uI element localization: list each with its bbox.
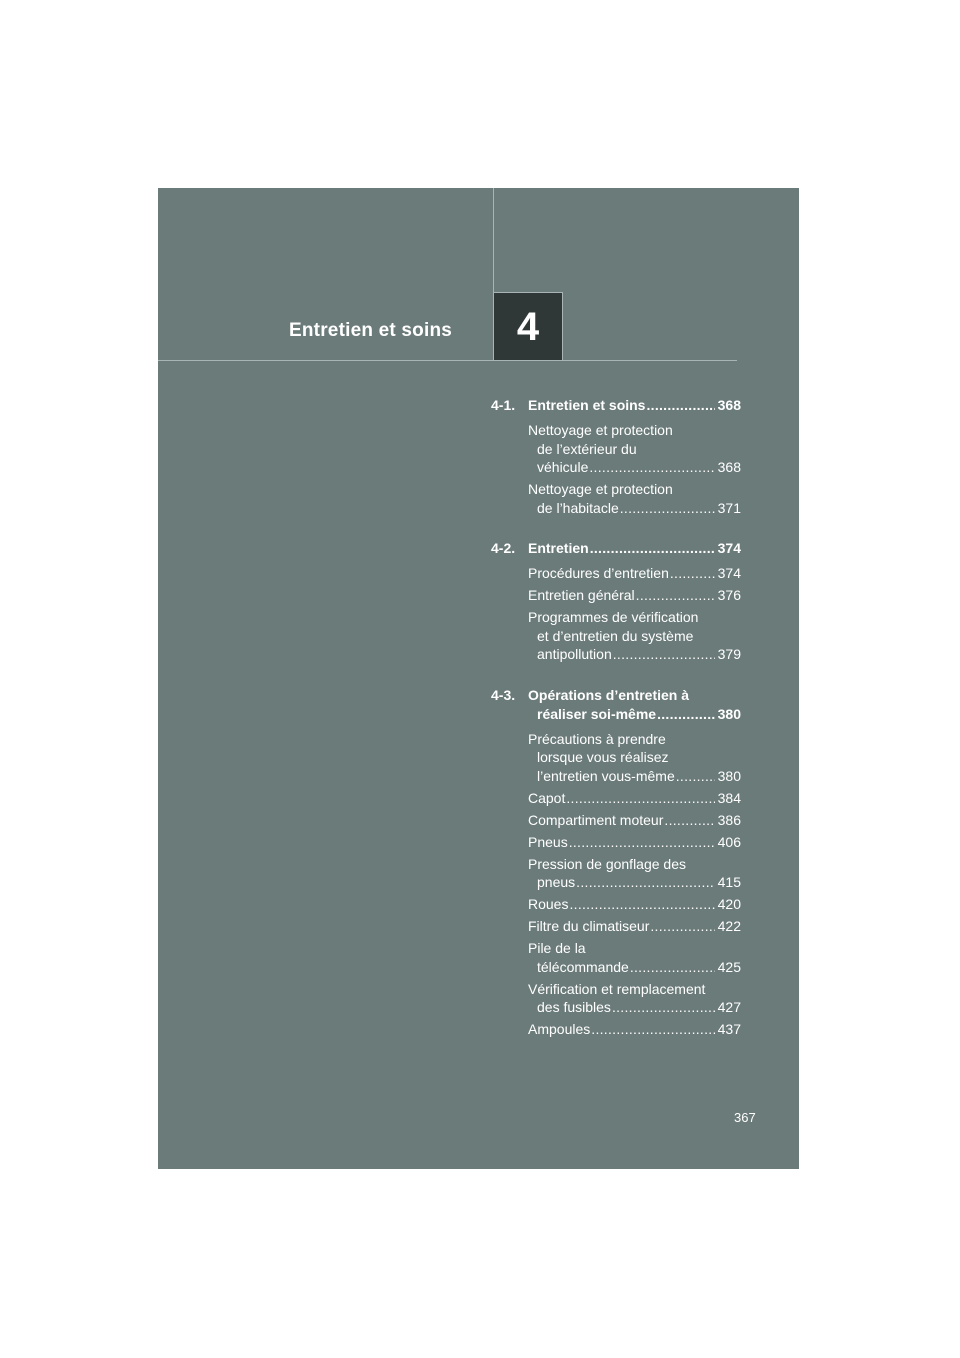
- toc-entry-title-line: Programmes de vérification: [528, 609, 699, 625]
- toc-entry-title: pneus: [537, 874, 576, 890]
- dot-leader: [589, 458, 714, 477]
- toc-entry-title: antipollution: [537, 646, 612, 662]
- dot-leader: [650, 917, 714, 936]
- toc-entry[interactable]: [528, 980, 741, 1017]
- horizontal-divider: [158, 360, 737, 361]
- chapter-number-badge: 4: [493, 292, 563, 361]
- toc-entry-title: télécommande: [537, 958, 629, 975]
- dot-leader: [664, 811, 714, 830]
- toc-section-number: 4-2.: [491, 540, 516, 556]
- toc-entry[interactable]: [528, 811, 741, 830]
- toc-entry[interactable]: [528, 421, 741, 477]
- toc-entry-title: Roues: [528, 896, 569, 912]
- toc-entry-page: 379: [717, 646, 741, 662]
- toc-entry-title-line: Pile de la: [528, 940, 586, 956]
- toc-entry-page: 427: [717, 999, 741, 1015]
- dot-leader: [613, 645, 715, 664]
- dot-leader: [646, 396, 714, 415]
- toc-entry-title-line: Précautions à prendre: [528, 730, 666, 747]
- toc-entry-page: 386: [717, 811, 741, 828]
- toc-entry-page: 437: [717, 1021, 741, 1037]
- toc-entry-title-line: et d’entretien du système: [537, 627, 694, 644]
- toc-entry-page: 374: [717, 565, 741, 581]
- table-of-contents: [491, 396, 741, 1061]
- toc-section-page: 374: [717, 540, 741, 556]
- toc-entry[interactable]: [528, 895, 741, 914]
- toc-entry[interactable]: [528, 789, 741, 808]
- dot-leader: [670, 564, 715, 583]
- toc-section-title: réaliser soi-même: [537, 705, 657, 722]
- toc-entry-title: véhicule: [537, 459, 589, 475]
- toc-entry-page: 376: [717, 587, 741, 603]
- toc-section-heading[interactable]: [491, 539, 741, 558]
- toc-entry-title-line: Nettoyage et protection: [528, 422, 673, 438]
- toc-section-title: Entretien: [528, 540, 589, 556]
- dot-leader: [576, 873, 714, 892]
- toc-entry-title: Filtre du climatiseur: [528, 918, 650, 934]
- toc-section-heading[interactable]: [491, 686, 741, 724]
- toc-entry-title-line: de l’extérieur du: [537, 440, 637, 457]
- toc-section: [491, 539, 741, 664]
- toc-entry-page: 420: [717, 896, 741, 912]
- toc-section-title: Entretien et soins: [528, 397, 646, 413]
- toc-entry[interactable]: [528, 730, 741, 786]
- toc-entry-title: Entretien général: [528, 587, 635, 603]
- toc-entry-title: l’entretien vous-même: [537, 767, 675, 784]
- dot-leader: [657, 705, 715, 724]
- toc-entry-page: 384: [717, 789, 741, 806]
- toc-entry-page: 406: [717, 833, 741, 850]
- dot-leader: [569, 895, 714, 914]
- dot-leader: [590, 539, 715, 558]
- toc-entry-page: 368: [717, 459, 741, 475]
- toc-entry[interactable]: [528, 939, 741, 976]
- toc-entry-page: 422: [717, 918, 741, 934]
- toc-entry[interactable]: [528, 1020, 741, 1039]
- toc-entry[interactable]: [528, 608, 741, 664]
- toc-entry[interactable]: [528, 564, 741, 583]
- vertical-divider: [493, 188, 494, 293]
- toc-entry-page: 415: [717, 874, 741, 890]
- toc-entry-title-line: Nettoyage et protection: [528, 481, 673, 497]
- toc-section-number: 4-1.: [491, 397, 516, 413]
- toc-entry-title: des fusibles: [537, 999, 611, 1015]
- toc-section: [491, 686, 741, 1039]
- toc-section: [491, 396, 741, 517]
- toc-entry-page: 371: [717, 499, 741, 516]
- toc-section-number: 4-3.: [491, 686, 516, 703]
- page-number: 367: [734, 1110, 756, 1125]
- dot-leader: [636, 586, 715, 605]
- dot-leader: [591, 1020, 714, 1039]
- toc-entry-title: Procédures d’entretien: [528, 565, 669, 581]
- chapter-title: Entretien et soins: [289, 320, 453, 341]
- toc-entry-page: 380: [717, 767, 741, 784]
- dot-leader: [630, 958, 715, 977]
- toc-entry-title-line: lorsque vous réalisez: [537, 749, 669, 765]
- toc-entry[interactable]: [528, 855, 741, 892]
- dot-leader: [566, 789, 714, 808]
- dot-leader: [620, 499, 715, 518]
- toc-entry-title: Compartiment moteur: [528, 811, 664, 828]
- toc-section-heading[interactable]: [491, 396, 741, 415]
- toc-entry[interactable]: [528, 586, 741, 605]
- toc-entry-title: de l’habitacle: [537, 499, 619, 516]
- toc-section-title-line: Opérations d’entretien à: [528, 686, 690, 703]
- dot-leader: [569, 833, 715, 852]
- toc-section-page: 368: [717, 397, 741, 413]
- toc-entry-title-line: Pression de gonflage des: [528, 855, 686, 872]
- toc-entry-title: Capot: [528, 789, 566, 806]
- toc-entry[interactable]: [528, 917, 741, 936]
- toc-entry-title: Ampoules: [528, 1021, 591, 1037]
- dot-leader: [676, 767, 715, 786]
- toc-section-page: 380: [717, 705, 741, 722]
- toc-entry-title-line: Vérification et remplacement: [528, 980, 706, 997]
- toc-entry[interactable]: [528, 833, 741, 852]
- toc-entry[interactable]: [528, 480, 741, 517]
- toc-entry-title: Pneus: [528, 833, 568, 850]
- toc-entry-page: 425: [717, 958, 741, 975]
- dot-leader: [612, 998, 715, 1017]
